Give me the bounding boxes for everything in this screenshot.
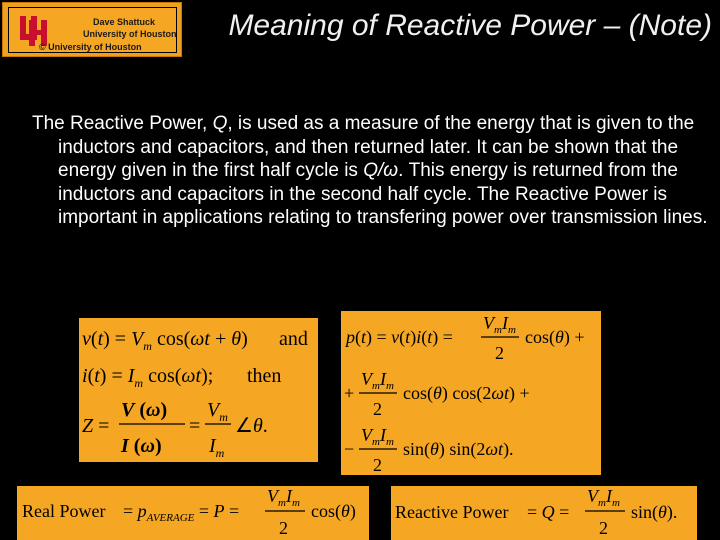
logo-institution: University of Houston bbox=[83, 29, 177, 39]
reactive-power-label: Reactive Power bbox=[395, 502, 509, 522]
svg-text:=: = bbox=[189, 415, 201, 437]
svg-text:V (ω): V (ω) bbox=[121, 399, 168, 421]
svg-text:2: 2 bbox=[373, 399, 382, 419]
body-text-start: The Reactive Power, bbox=[32, 113, 213, 134]
slide-title: Meaning of Reactive Power – (Note) bbox=[228, 9, 712, 42]
q-symbol: Q bbox=[212, 113, 228, 134]
svg-text:= Q =: = Q = bbox=[527, 502, 570, 522]
voltage-current-impedance-formula bbox=[79, 318, 318, 462]
q-over-omega: Q/ω bbox=[363, 160, 399, 181]
svg-text:= pAVERAGE = P =: = $p_{AVERAGE} = P$ = bbox=[123, 501, 240, 524]
university-logo bbox=[2, 2, 182, 57]
instantaneous-power-formula bbox=[341, 311, 601, 475]
body-text-end: . This energy is returned from the inductors and capacitors in the second half cycle. The Reactive Power is important in applications relating to transfering power over transmission lines. bbox=[58, 160, 708, 228]
svg-text:sin(θ) sin(2ωt).: sin(θ) sin(2ωt). bbox=[403, 439, 514, 459]
svg-text:sin(θ).: sin(θ). bbox=[631, 502, 678, 522]
body-paragraph bbox=[32, 112, 718, 230]
logo-frame bbox=[8, 7, 177, 53]
svg-text:2: 2 bbox=[279, 518, 288, 538]
svg-text:VmIm: $V_mI_m$ bbox=[361, 369, 394, 392]
svg-text:cos(θ): cos(θ) bbox=[311, 501, 356, 521]
svg-text:p(t) = v(t)i(t) =: p(t) = v(t)i(t) = bbox=[346, 327, 453, 347]
svg-text:v(t) = Vm cos(ωt + θ): $v(t) = V_m$ cos(ωt + θ) bbox=[82, 328, 248, 353]
svg-text:VmIm: $V_mI_m$ bbox=[587, 486, 620, 509]
logo-name: Dave Shattuck bbox=[93, 17, 156, 27]
then-word: then bbox=[247, 365, 282, 387]
svg-text:cos(θ) +: cos(θ) + bbox=[525, 327, 585, 347]
svg-text:Vm: $V_m$ bbox=[207, 399, 228, 424]
real-power-formula bbox=[17, 486, 369, 540]
logo-copyright: © University of Houston bbox=[39, 42, 142, 52]
real-power-label: Real Power bbox=[22, 501, 106, 521]
svg-text:Z =: Z = bbox=[82, 415, 110, 437]
svg-text:Im: $I_m$ bbox=[209, 435, 225, 460]
svg-text:VmIm: $V_mI_m$ bbox=[361, 425, 394, 448]
svg-text:VmIm: $V_mI_m$ bbox=[483, 313, 516, 336]
svg-text:2: 2 bbox=[373, 455, 382, 475]
svg-text:2: 2 bbox=[495, 343, 504, 363]
svg-text:+: + bbox=[344, 383, 355, 403]
reactive-power-formula bbox=[391, 486, 697, 540]
svg-text:VmIm: $V_mI_m$ bbox=[267, 486, 300, 509]
svg-text:I (ω): I (ω) bbox=[121, 435, 162, 457]
and-word: and bbox=[279, 328, 308, 350]
svg-text:cos(θ) cos(2ωt) +: cos(θ) cos(2ωt) + bbox=[403, 383, 530, 403]
svg-text:∠θ.: ∠θ. bbox=[235, 415, 268, 437]
svg-text:i(t) = Im cos(ωt);: $i(t) = I_m$ cos(ωt); bbox=[82, 365, 214, 390]
svg-text:−: − bbox=[344, 439, 355, 459]
body-text-middle: , is used as a measure of the energy that is given to the inductors and capacitors, and then returned later. It can be shown that the energy given in the first half cycle is bbox=[58, 113, 695, 181]
svg-text:2: 2 bbox=[599, 518, 608, 538]
